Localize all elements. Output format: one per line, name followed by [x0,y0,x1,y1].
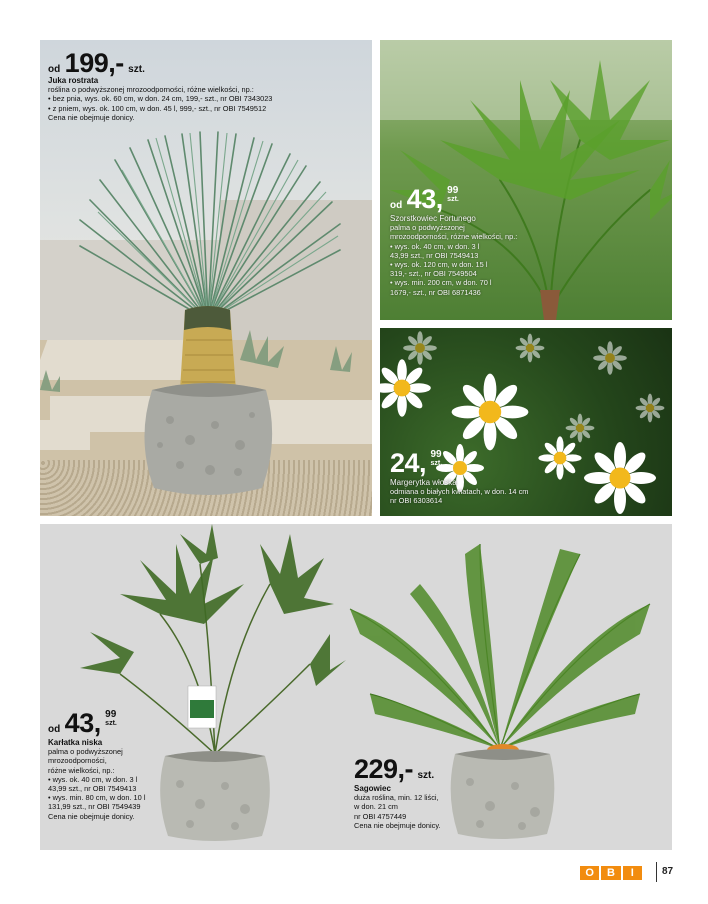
desc-line: nr OBI 6303614 [390,496,443,506]
price-cents: 99 [105,709,117,720]
od-prefix: od [48,64,61,75]
desc-line: nr OBI 4757449 [354,811,407,821]
sagowiec-price [354,756,434,783]
desc-line: • bez pnia, wys. ok. 60 cm, w don. 24 cm, 199,- szt., nr OBI 7343023 [48,94,273,104]
desc-line: 131,99 szt., nr OBI 7549439 [48,802,141,812]
desc-line: Cena nie obejmuje donicy. [48,112,135,122]
od-prefix: od [390,200,403,211]
desc-line: • wys. ok. 120 cm, w don. 15 l [390,260,488,270]
bottom-products-panel [40,524,672,850]
karlatka-price [48,710,117,737]
desc-line: 319,- szt., nr OBI 7549504 [390,269,477,279]
sagowiec-description [354,784,464,830]
page-number: 87 [662,866,674,877]
desc-line: roślina o podwyższonej mrozoodporności, różne wielkości, np.: [48,85,254,95]
price-unit: szt. [430,460,443,467]
desc-line: 43,99 szt., nr OBI 7549413 [48,784,137,794]
price-value: 43, [64,708,101,738]
fortune-price [390,186,459,213]
daisy-price [390,450,442,477]
desc-line: • z pniem, wys. ok. 100 cm, w don. 45 l, 999,- szt., nr OBI 7549512 [48,103,267,113]
yucca-description [48,76,338,122]
price-cents: 99 [430,449,442,460]
desc-line: Cena nie obejmuje donicy. [48,811,135,821]
price-unit: szt. [447,196,459,203]
desc-line: • wys. ok. 40 cm, w don. 3 l [48,774,138,784]
desc-line: odmiana o białych kwiatach, w don. 14 cm [390,487,529,497]
desc-line: 43,99 szt., nr OBI 7549413 [390,250,479,260]
obi-logo [580,866,642,880]
product-name: Szorstkowiec Fortunego [390,214,476,223]
daisy-description [390,478,590,506]
price-value: 199,- [64,48,124,78]
desc-line: mrozoodporności, różne wielkości, np.: [390,232,518,242]
logo-letter: B [601,866,620,880]
logo-letter: I [623,866,642,880]
desc-line: palma o podwyższonej [48,747,123,757]
fortune-description [390,214,560,297]
product-name: Karłatka niska [48,738,103,747]
desc-line: Cena nie obejmuje donicy. [354,820,441,830]
fortune-palm-photo-panel [380,40,672,320]
price-unit: szt. [128,64,145,75]
price-unit: szt. [417,770,435,781]
desc-line: duża roślina, min. 12 liści, [354,793,439,803]
karlatka-description [48,738,168,821]
product-name: Juka rostrata [48,76,99,85]
desc-line: w don. 21 cm [354,802,398,812]
product-name: Sagowiec [354,784,391,793]
product-name: Margerytka włoska [390,478,457,487]
daisy-photo-panel [380,328,672,516]
desc-line: • wys. min. 200 cm, w don. 70 l [390,278,492,288]
price-value: 43, [406,184,443,214]
desc-line: 1679,- szt., nr OBI 6871436 [390,287,481,297]
desc-line: mrozoodporności, [48,756,107,766]
price-unit: szt. [105,720,117,727]
price-value: 24, [390,448,427,478]
page-number-divider [656,862,657,882]
desc-line: różne wielkości, np.: [48,765,115,775]
desc-line: • wys. ok. 40 cm, w don. 3 l [390,241,480,251]
desc-line: palma o podwyższonej [390,223,465,233]
od-prefix: od [48,724,61,735]
price-value: 229,- [354,754,414,784]
yucca-photo-panel [40,40,372,516]
yucca-price [48,50,145,77]
logo-letter: O [580,866,599,880]
price-cents: 99 [447,185,459,196]
desc-line: • wys. min. 80 cm, w don. 10 l [48,793,146,803]
